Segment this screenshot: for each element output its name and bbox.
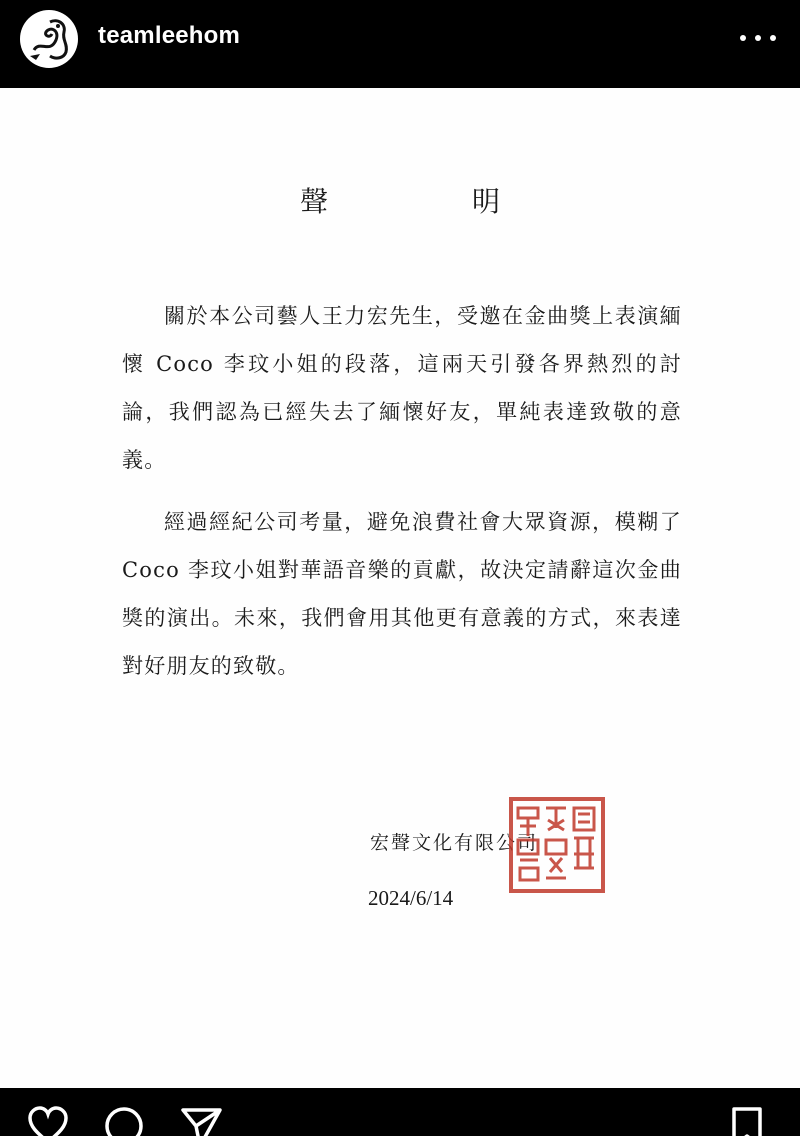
dragon-logo-icon [20,10,78,68]
username[interactable]: teamleehom [98,22,241,49]
action-bar [0,1088,800,1136]
company-seal-icon [508,796,606,894]
share-icon[interactable] [180,1106,224,1136]
more-options-icon[interactable] [740,26,776,50]
document-title: 聲 明 [299,185,558,218]
signer: 宏聲文化有限公司 [370,832,539,854]
date: 2024/6/14 [368,886,454,910]
bookmark-icon[interactable] [728,1106,772,1136]
avatar[interactable] [20,10,78,68]
heart-icon[interactable] [26,1106,70,1136]
post-header [0,0,800,88]
comment-icon[interactable] [104,1106,148,1136]
paragraph-1: 關於本公司藝人王力宏先生，受邀在金曲獎上表演緬懷 Coco 李玟小姐的段落，這兩天引發各界熱烈的討論，我們認為已經失去了緬懷好友，單純表達致敬的意義。 [122,304,682,472]
paragraph-2: 經過經紀公司考量，避免浪費社會大眾資源，模糊了 Coco 李玟小姐對華語音樂的貢獻，故決定請辭這次金曲獎的演出。未來，我們會用其他更有意義的方式，來表達對好朋友的致敬。 [122,510,682,678]
post-image [0,88,800,1088]
